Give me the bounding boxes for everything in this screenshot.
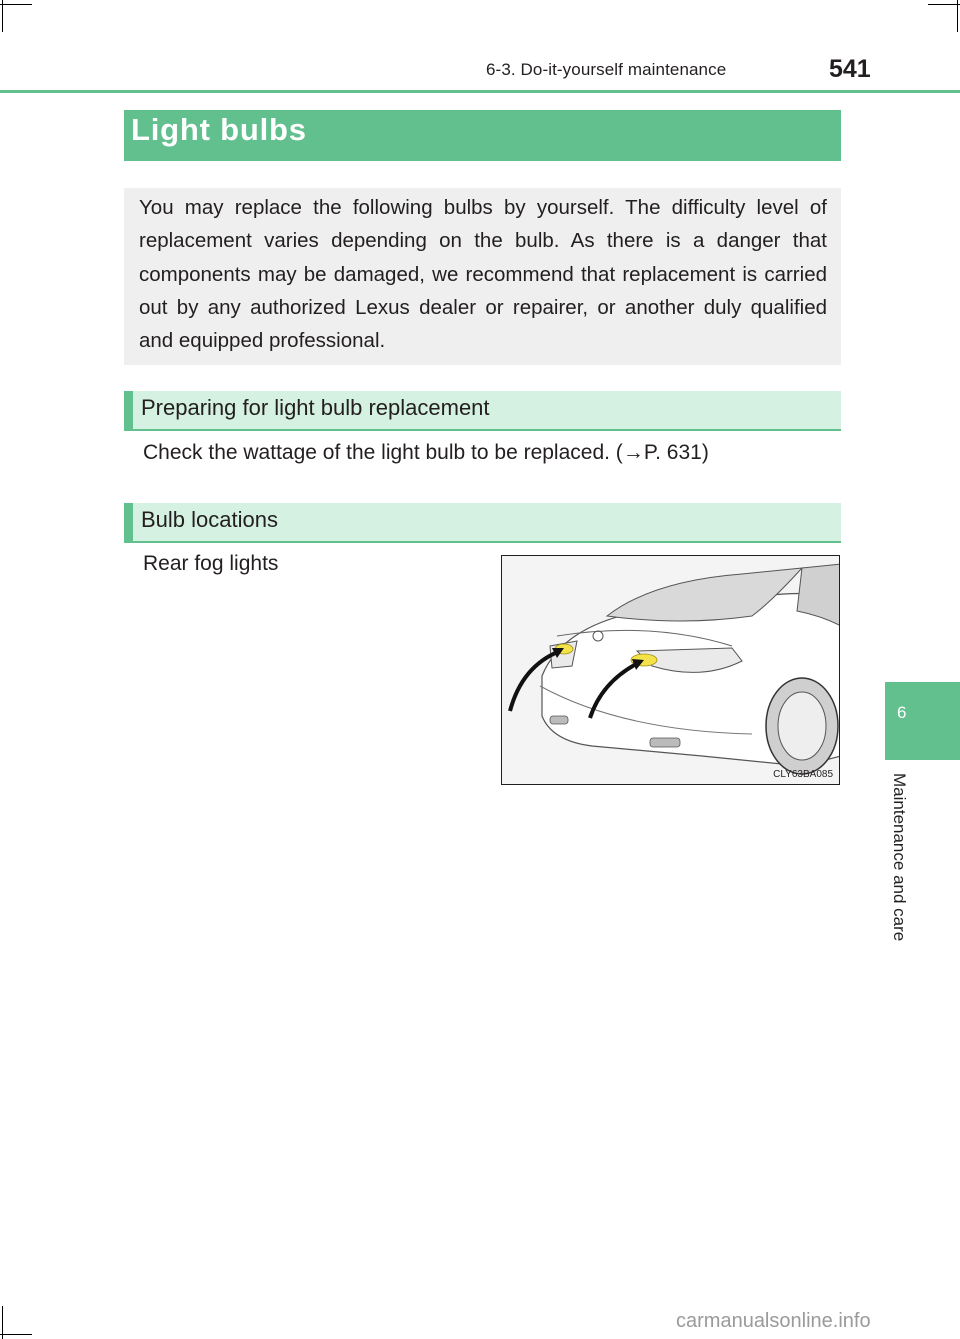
crop-mark-top-left-v	[2, 0, 3, 32]
figure-code: CLY63BA085	[773, 769, 833, 780]
page-number: 541	[829, 55, 871, 83]
crop-mark-top-left-h	[0, 4, 32, 5]
intro-text: You may replace the following bulbs by yourself. The difficulty level of replacement varies depending on the bulb. As there is a danger that components may be damaged, we recommend that replacement is carried out by any authorized Lexus dealer or repairer, or another duly qualified and equipped professional.	[139, 196, 827, 353]
header-rule	[0, 90, 960, 93]
chapter-title: Maintenance and care	[890, 773, 909, 942]
section-accent	[124, 503, 133, 541]
page-reference-link[interactable]: P. 631)	[643, 441, 709, 464]
page-title: Light bulbs	[131, 112, 307, 147]
section-accent	[124, 391, 133, 429]
crop-mark-top-right-h	[928, 4, 960, 5]
watermark: carmanualsonline.info	[676, 1310, 871, 1332]
arrow-icon: →	[622, 441, 644, 464]
wattage-text: Check the wattage of the light bulb to be replaced. (	[143, 441, 623, 464]
chapter-number: 6	[897, 703, 907, 722]
rear-fog-lights-label: Rear fog lights	[143, 552, 279, 575]
section-title-preparing: Preparing for light bulb replacement	[141, 395, 490, 420]
crop-mark-top-right-v	[957, 0, 958, 32]
crop-mark-bottom-left-v	[2, 1306, 3, 1339]
crop-mark-bottom-left-h	[0, 1334, 32, 1335]
header-section-title: 6-3. Do-it-yourself maintenance	[486, 60, 727, 79]
car-rear-illustration	[502, 556, 840, 785]
rear-fog-lights-figure	[501, 555, 840, 785]
section-title-bulb-locations: Bulb locations	[141, 507, 278, 532]
wattage-instruction	[143, 441, 709, 465]
